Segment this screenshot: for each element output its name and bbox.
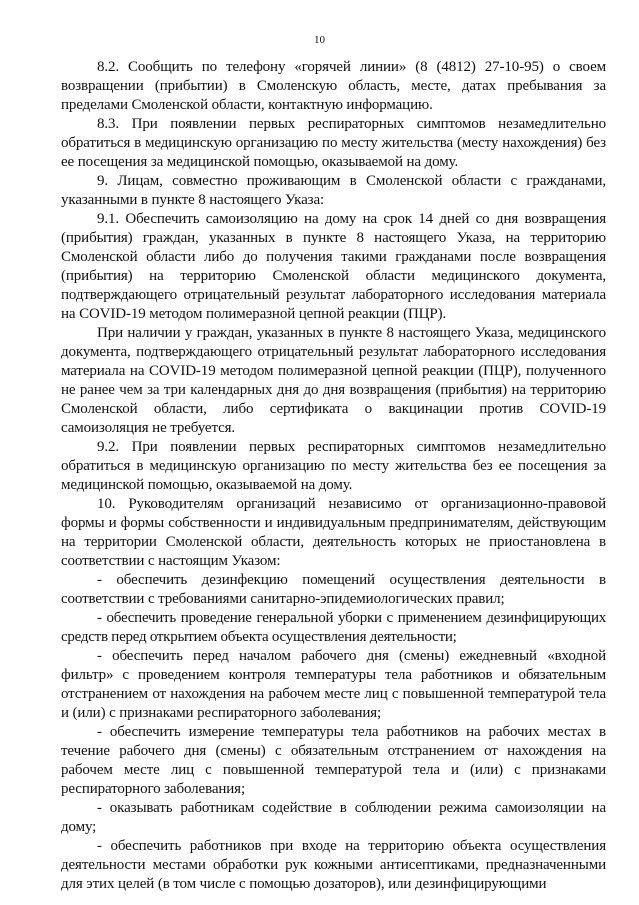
paragraph-8-2: 8.2. Сообщить по телефону «горячей линии» (8 (4812) 27-10-95) о своем возвращении (прибытии) в Смоленскую область, месте, датах пребывания за пределами Смоленской области, контактную информацию. xyxy=(61,59,606,113)
paragraph-8-3: 8.3. При появлении первых респираторных симптомов незамедлительно обратиться в медицинскую организацию по месту жительства (месту нахождения) без ее посещения за медицинской помощью, оказываемой на дому. xyxy=(61,116,606,170)
list-item-temperature-measurement: - обеспечить измерение температуры тела работников на рабочих местах в течение рабочего дня (смены) с обязательным отстранением от нахождения на рабочем месте лиц с повышенной температурой тела и (или) с признаками респираторного заболевания; xyxy=(61,724,606,797)
document-body xyxy=(61,58,606,894)
list-item-general-cleaning: - обеспечить проведение генеральной уборки с применением дезинфицирующих средств перед открытием объекта осуществления деятельности; xyxy=(61,610,606,645)
paragraph-9-1: 9.1. Обеспечить самоизоляцию на дому на срок 14 дней со дня возвращения (прибытия) граждан, указанных в пункте 8 настоящего Указа, на территорию Смоленской области либо до получения такими гражданами после возвращения (прибытия) на территорию Смоленской области медицинского документа, подтверждающего отрицательный результат лабораторного исследования материала на COVID-19 методом полимеразной цепной реакции (ПЦР). xyxy=(61,211,606,322)
list-item-hand-antiseptics: - обеспечить работников при входе на территорию объекта осуществления деятельности местами обработки рук кожными антисептиками, предназначенными для этих целей (в том числе с помощью дозаторов), или дезинфицирующими xyxy=(61,838,606,892)
list-item-self-isolation-assistance: - оказывать работникам содействие в соблюдении режима самоизоляции на дому; xyxy=(61,800,606,835)
page-number: 10 xyxy=(314,34,325,46)
paragraph-10: 10. Руководителям организаций независимо от организационно-правовой формы и формы собственности и индивидуальным предпринимателям, действующим на территории Смоленской области, деятельность которых не приостановлена в соответствии с настоящим Указом: xyxy=(61,496,606,569)
list-item-disinfection: - обеспечить дезинфекцию помещений осуществления деятельности в соответствии с требованиями санитарно-эпидемиологических правил; xyxy=(61,572,606,607)
list-item-entry-filter: - обеспечить перед началом рабочего дня (смены) ежедневный «входной фильтр» с проведением контроля температуры тела работников и обязательным отстранением от нахождения на рабочем месте лиц с повышенной температурой тела и (или) с признаками респираторного заболевания; xyxy=(61,648,606,721)
paragraph-9-1-exception: При наличии у граждан, указанных в пункте 8 настоящего Указа, медицинского документа, подтверждающего отрицательный результат лабораторного исследования материала на COVID-19 методом полимеразной цепной реакции (ПЦР), полученного не ранее чем за три календарных дня до дня возвращения (прибытия) на территорию Смоленской области, либо сертификата о вакцинации против COVID-19 самоизоляция не требуется. xyxy=(61,325,606,436)
paragraph-9: 9. Лицам, совместно проживающим в Смоленской области с гражданами, указанными в пункте 8 настоящего Указа: xyxy=(61,173,606,208)
paragraph-9-2: 9.2. При появлении первых респираторных симптомов незамедлительно обратиться в медицинскую организацию по месту жительства без ее посещения за медицинской помощью, оказываемой на дому. xyxy=(61,439,606,493)
